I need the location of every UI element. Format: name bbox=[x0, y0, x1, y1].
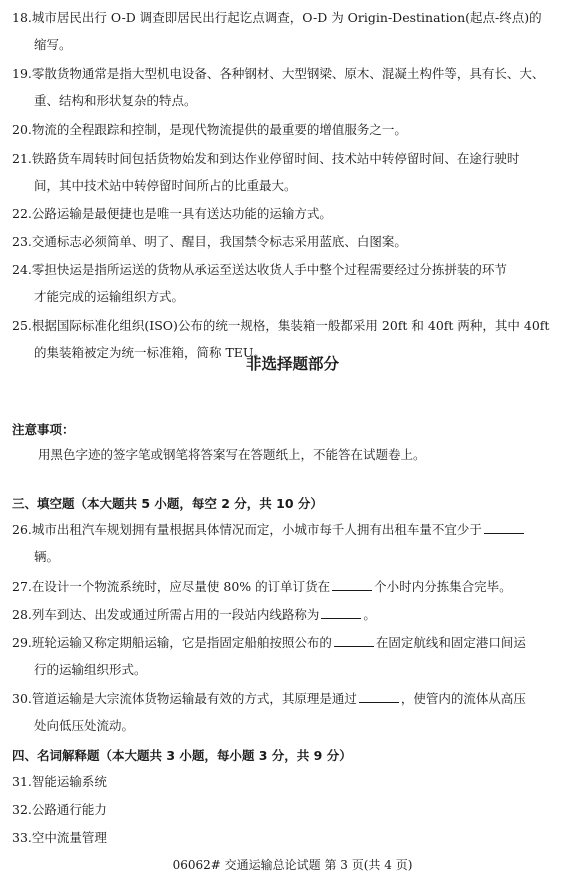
question-text-continued: 处向低压处流动。 bbox=[34, 718, 135, 733]
part4-heading: 四、名词解释题（本大题共 3 小题，每小题 3 分，共 9 分） bbox=[12, 748, 352, 763]
question-number: 28. bbox=[12, 607, 32, 622]
question-26 bbox=[12, 516, 574, 570]
question-number: 32. bbox=[12, 802, 32, 817]
question-text-continued: 重、结构和形状复杂的特点。 bbox=[34, 93, 197, 108]
question-19 bbox=[12, 60, 574, 114]
question-text-after-blank: 个小时内分拣集合完毕。 bbox=[374, 579, 512, 594]
answer-blank bbox=[359, 691, 399, 703]
question-number: 20. bbox=[12, 122, 32, 137]
note-body: 用黑色字迹的签字笔或钢笔将答案写在答题纸上，不能答在试题卷上。 bbox=[38, 447, 426, 462]
answer-blank bbox=[332, 579, 372, 591]
question-number: 18. bbox=[12, 10, 32, 25]
note-title: 注意事项： bbox=[12, 422, 75, 437]
question-18 bbox=[12, 4, 574, 58]
question-text-continued: 缩写。 bbox=[34, 37, 72, 52]
question-number: 33. bbox=[12, 830, 32, 845]
question-number: 25. bbox=[12, 318, 32, 333]
answer-blank bbox=[321, 607, 361, 619]
question-22 bbox=[12, 200, 574, 227]
question-number: 22. bbox=[12, 206, 32, 221]
question-number: 19. bbox=[12, 66, 32, 81]
question-text: 物流的全程跟踪和控制，是现代物流提供的最重要的增值服务之一。 bbox=[31, 122, 407, 137]
question-text: 铁路货车周转时间包括货物始发和到达作业停留时间、技术站中转停留时间、在途行驶时 bbox=[31, 151, 520, 166]
question-text: 列车到达、出发或通过所需占用的一段站内线路称为 bbox=[31, 607, 320, 622]
page-footer: 06062# 交通运输总论试题 第 3 页(共 4 页) bbox=[172, 858, 413, 872]
term-text: 智能运输系统 bbox=[31, 774, 107, 789]
section-title: 非选择题部分 bbox=[245, 355, 339, 373]
question-text-continued: 辆。 bbox=[34, 549, 60, 564]
question-number: 21. bbox=[12, 151, 32, 166]
question-text: 根据国际标准化组织(ISO)公布的统一规格，集装箱一般都采用 20ft 和 40ft 两种，其中 40ft bbox=[31, 318, 550, 333]
answer-blank bbox=[334, 635, 374, 647]
question-20 bbox=[12, 116, 574, 143]
term-text: 公路通行能力 bbox=[31, 802, 107, 817]
question-number: 27. bbox=[12, 579, 32, 594]
question-text-continued: 间，其中技术站中转停留时间所占的比重最大。 bbox=[34, 178, 297, 193]
question-21 bbox=[12, 145, 574, 199]
question-text: 在设计一个物流系统时，应尽量使 80% 的订单订货在 bbox=[31, 579, 331, 594]
question-text-continued: 的集装箱被定为统一标准箱，简称 TEU。 bbox=[34, 345, 266, 360]
question-text: 管道运输是大宗流体货物运输最有效的方式，其原理是通过 bbox=[31, 691, 357, 706]
question-text: 城市出租汽车规划拥有量根据具体情况而定，小城市每千人拥有出租车量不宜少于 bbox=[31, 522, 482, 537]
term-33 bbox=[12, 824, 574, 851]
question-number: 26. bbox=[12, 522, 32, 537]
term-32 bbox=[12, 796, 574, 823]
question-30 bbox=[12, 685, 574, 739]
term-31 bbox=[12, 768, 574, 795]
question-28 bbox=[12, 601, 574, 628]
question-text: 城市居民出行 O-D 调查即居民出行起讫点调查，O-D 为 Origin-Destination(起点-终点)的 bbox=[31, 10, 542, 25]
question-29 bbox=[12, 629, 574, 683]
question-24 bbox=[12, 256, 574, 310]
question-number: 31. bbox=[12, 774, 32, 789]
question-23 bbox=[12, 228, 574, 255]
question-text-after-blank: 。 bbox=[363, 607, 376, 622]
question-text: 零散货物通常是指大型机电设备、各种钢材、大型钢梁、原木、混凝土构件等，具有长、大、 bbox=[31, 66, 545, 81]
question-text: 班轮运输又称定期船运输，它是指固定船舶按照公布的 bbox=[31, 635, 332, 650]
term-text: 空中流量管理 bbox=[31, 830, 107, 845]
question-text-after-blank: 在固定航线和固定港口间运 bbox=[375, 635, 526, 650]
question-number: 23. bbox=[12, 234, 32, 249]
question-text: 公路运输是最便捷也是唯一具有送达功能的运输方式。 bbox=[31, 206, 332, 221]
question-number: 30. bbox=[12, 691, 32, 706]
answer-blank bbox=[484, 522, 524, 534]
question-27 bbox=[12, 573, 574, 600]
question-text-continued: 才能完成的运输组织方式。 bbox=[34, 289, 185, 304]
question-text-continued: 行的运输组织形式。 bbox=[34, 662, 147, 677]
question-text: 零担快运是指所运送的货物从承运至送达收货人手中整个过程需要经过分拣拼装的环节 bbox=[31, 262, 507, 277]
part3-heading: 三、填空题（本大题共 5 小题，每空 2 分，共 10 分） bbox=[12, 496, 323, 511]
question-number: 29. bbox=[12, 635, 32, 650]
question-text-after-blank: ，使管内的流体从高压 bbox=[400, 691, 526, 706]
question-number: 24. bbox=[12, 262, 32, 277]
question-text: 交通标志必须简单、明了、醒目，我国禁令标志采用蓝底、白图案。 bbox=[31, 234, 407, 249]
